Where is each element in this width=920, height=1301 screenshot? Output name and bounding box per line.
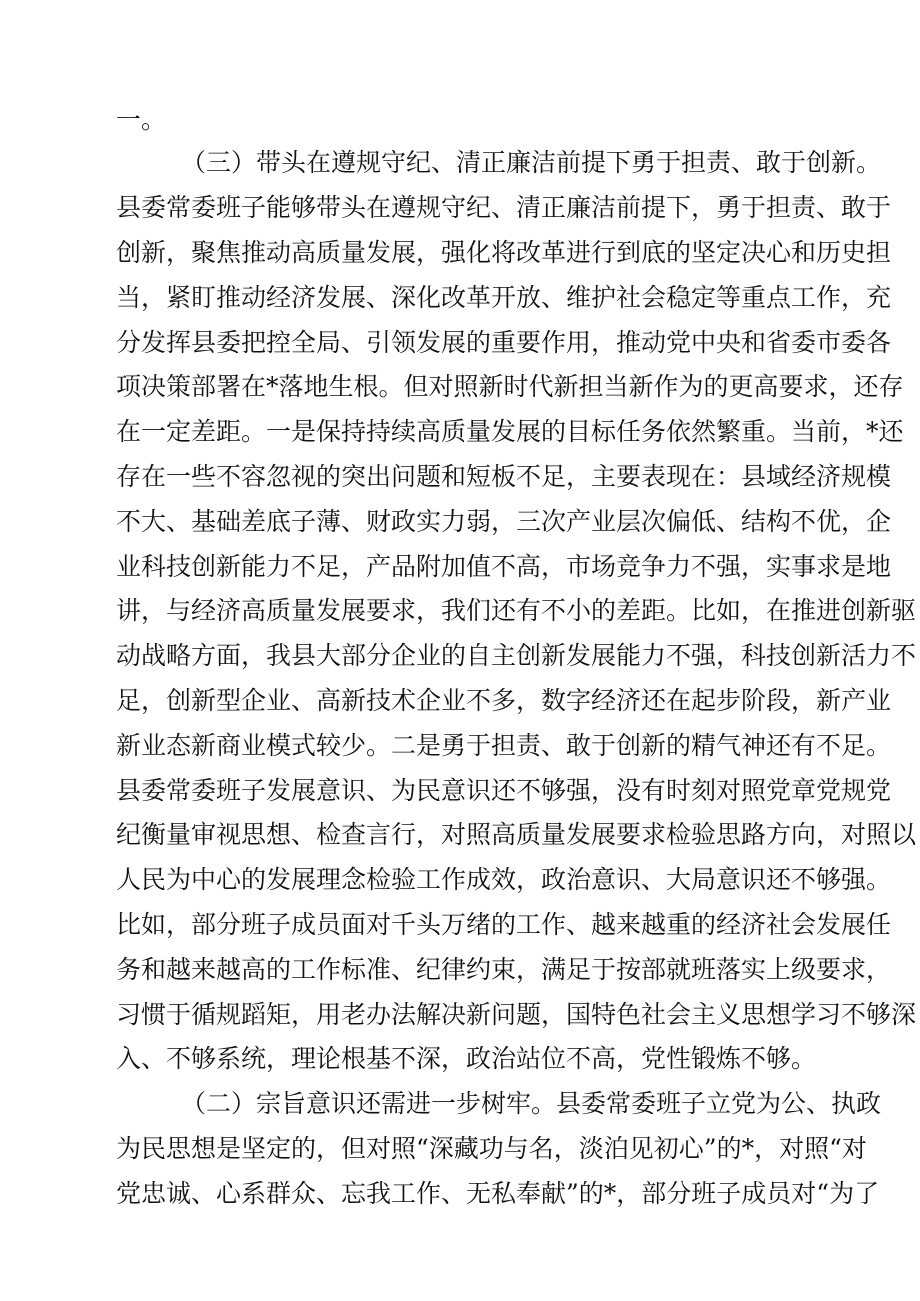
text-line: 党忠诚、心系群众、忘我工作、无私奉献”的*，部分班子成员对“为了 [116,1179,880,1208]
text-line: 比如，部分班子成员面对千头万绪的工作、越来越重的经济社会发展任 [116,910,892,939]
text-line: 纪衡量审视思想、检查言行，对照高质量发展要求检验思路方向，对照以 [116,820,917,849]
text-line: 习惯于循规蹈矩，用老办法解决新问题，国特色社会主义思想学习不够深 [116,1000,917,1029]
text-line: 当，紧盯推动经济发展、深化改革开放、维护社会稳定等重点工作，充 [116,283,892,312]
text-line: 足，创新型企业、高新技术企业不多，数字经济还在起步阶段，新产业 [116,686,892,715]
section-heading: （二）宗旨意识还需进一步树牢。县委常委班子立党为公、执政 [181,1089,882,1118]
text-line: 务和越来越高的工作标准、纪律约束，满足于按部就班落实上级要求， [116,955,892,984]
text-line: 动战略方面，我县大部分企业的自主创新发展能力不强，科技创新活力不 [116,641,917,670]
text-line: 新业态新商业模式较少。二是勇于担责、敢于创新的精气神还有不足。 [116,731,892,760]
text-line: 创新，聚焦推动高质量发展，强化将改革进行到底的坚定决心和历史担 [116,238,892,267]
section-heading: （三）带头在遵规守纪、清正廉洁前提下勇于担责、敢于创新。 [181,148,882,177]
text-line: 县委常委班子能够带头在遵规守纪、清正廉洁前提下，勇于担责、敢于 [116,193,892,222]
text-line: 项决策部署在*落地生根。但对照新时代新担当新作为的更高要求，还存 [116,372,904,401]
text-line: 入、不够系统，理论根基不深，政治站位不高，党性锻炼不够。 [116,1044,817,1073]
text-line: 存在一些不容忽视的突出问题和短板不足，主要表现在：县域经济规模 [116,462,892,491]
text-line: 在一定差距。一是保持持续高质量发展的目标任务依然繁重。当前，*还 [116,417,904,446]
text-line: 人民为中心的发展理念检验工作成效，政治意识、大局意识还不够强。 [116,865,892,894]
text-line: 一。 [116,105,167,134]
text-line: 业科技创新能力不足，产品附加值不高，市场竞争力不强，实事求是地 [116,552,892,581]
text-line: 为民思想是坚定的，但对照“深藏功与名，淡泊见初心”的*，对照“对 [116,1134,867,1163]
text-line: 分发挥县委把控全局、引领发展的重要作用，推动党中央和省委市委各 [116,328,892,357]
text-line: 讲，与经济高质量发展要求，我们还有不小的差距。比如，在推进创新驱 [116,596,917,625]
text-line: 不大、基础差底子薄、财政实力弱，三次产业层次偏低、结构不优，企 [116,507,892,536]
text-line: 县委常委班子发展意识、为民意识还不够强，没有时刻对照党章党规党 [116,776,892,805]
